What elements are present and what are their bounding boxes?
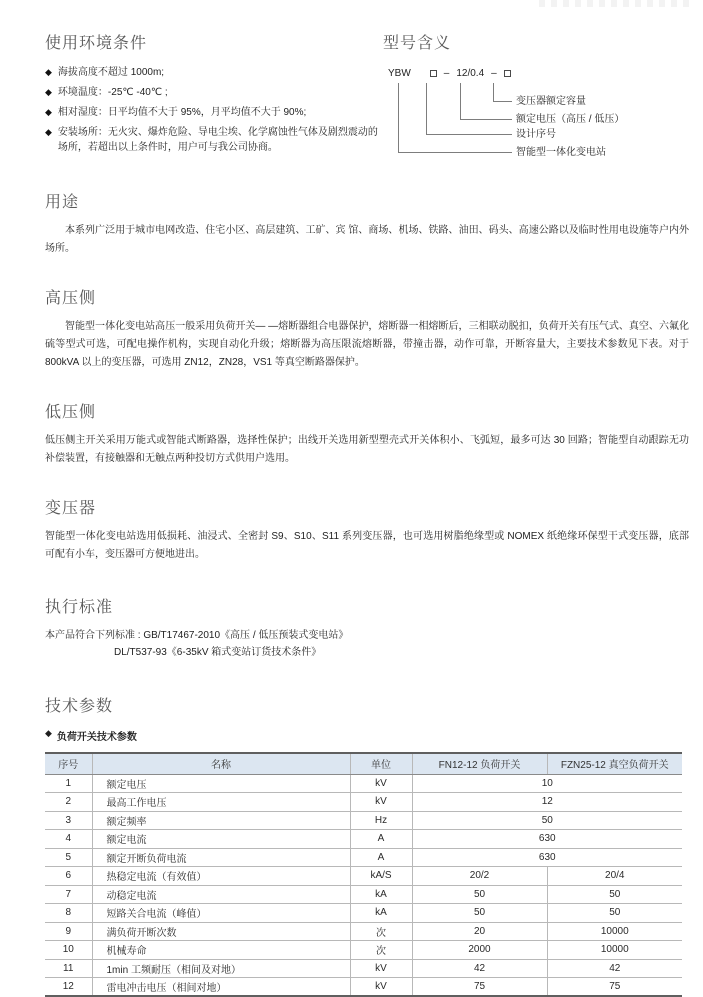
row-merged-value-cell: 12 <box>412 793 682 812</box>
placeholder-box-icon <box>430 70 437 77</box>
row-fn-value-cell: 20 <box>412 922 547 941</box>
lv-side-body: 低压侧主开关采用万能式或智能式断路器，选择性保护；出线开关选用新型塑壳式开关体积小、飞弧短，最多可达 30 回路；智能型自动跟踪无功补偿装置，有接触器和无触点两种投切方式供用户选用。 <box>45 435 689 464</box>
row-name-cell: 额定电流 <box>92 830 350 849</box>
lv-side-section <box>45 399 689 468</box>
table-row <box>45 904 682 923</box>
row-fn-value-cell: 42 <box>412 959 547 978</box>
row-no-cell: 10 <box>45 941 92 960</box>
row-unit-cell: 次 <box>350 922 412 941</box>
table-header-row <box>45 753 682 774</box>
list-item <box>45 65 383 80</box>
column-header: 序号 <box>45 753 92 774</box>
tech-params-section <box>45 693 689 997</box>
section-title-standards: 执行标准 <box>45 599 114 616</box>
row-fzn-value-cell: 20/4 <box>547 867 682 886</box>
row-no-cell: 5 <box>45 848 92 867</box>
table-row <box>45 848 682 867</box>
section-title-tech-params: 技术参数 <box>45 698 114 715</box>
section-title-env: 使用环境条件 <box>45 35 148 52</box>
diagram-label: 额定电压（高压 / 低压） <box>516 114 625 125</box>
section-title-lv: 低压侧 <box>45 404 97 421</box>
row-name-cell: 最高工作电压 <box>92 793 350 812</box>
row-no-cell: 1 <box>45 774 92 793</box>
top-row <box>45 30 689 163</box>
row-no-cell: 4 <box>45 830 92 849</box>
env-conditions-section <box>45 30 383 163</box>
row-unit-cell: kA <box>350 885 412 904</box>
row-name-cell: 短路关合电流（峰值） <box>92 904 350 923</box>
connector-line <box>398 83 512 153</box>
page-content <box>45 30 689 997</box>
row-unit-cell: kA <box>350 904 412 923</box>
table-row <box>45 811 682 830</box>
row-no-cell: 8 <box>45 904 92 923</box>
row-merged-value-cell: 630 <box>412 830 682 849</box>
table-row <box>45 830 682 849</box>
row-no-cell: 2 <box>45 793 92 812</box>
row-name-cell: 热稳定电流（有效值） <box>92 867 350 886</box>
row-unit-cell: kV <box>350 774 412 793</box>
row-unit-cell: 次 <box>350 941 412 960</box>
row-unit-cell: kV <box>350 959 412 978</box>
row-fn-value-cell: 50 <box>412 885 547 904</box>
section-title-hv: 高压侧 <box>45 290 97 307</box>
diagram-label: 设计序号 <box>516 129 556 140</box>
row-fn-value-cell: 2000 <box>412 941 547 960</box>
section-title-transformer: 变压器 <box>45 500 97 517</box>
row-no-cell: 9 <box>45 922 92 941</box>
row-merged-value-cell: 10 <box>412 774 682 793</box>
row-unit-cell: A <box>350 830 412 849</box>
table-body <box>45 774 682 996</box>
row-merged-value-cell: 630 <box>412 848 682 867</box>
row-fzn-value-cell: 10000 <box>547 922 682 941</box>
column-header: FZN25-12 真空负荷开关 <box>547 753 682 774</box>
row-no-cell: 3 <box>45 811 92 830</box>
placeholder-box-icon <box>504 70 511 77</box>
section-title-usage: 用途 <box>45 194 80 211</box>
tech-params-table <box>45 752 682 997</box>
faint-header-artifact <box>539 0 689 7</box>
standards-line: DL/T537-93《6-35kV 箱式变站订货技术条件》 <box>114 647 322 658</box>
row-name-cell: 额定频率 <box>92 811 350 830</box>
hv-side-section <box>45 285 689 372</box>
subtitle-text: 负荷开关技术参数 <box>56 732 137 743</box>
row-name-cell: 机械寿命 <box>92 941 350 960</box>
row-name-cell: 动稳定电流 <box>92 885 350 904</box>
table-row <box>45 959 682 978</box>
row-name-cell: 额定电压 <box>92 774 350 793</box>
row-unit-cell: kA/S <box>350 867 412 886</box>
diamond-bullet-icon: ◆ <box>45 67 52 77</box>
row-fn-value-cell: 75 <box>412 978 547 997</box>
diamond-bullet-icon: ◆ <box>45 127 52 137</box>
row-name-cell: 满负荷开断次数 <box>92 922 350 941</box>
row-fzn-value-cell: 50 <box>547 904 682 923</box>
row-unit-cell: Hz <box>350 811 412 830</box>
column-header: 单位 <box>350 753 412 774</box>
model-designation-section <box>383 30 689 163</box>
row-no-cell: 11 <box>45 959 92 978</box>
row-fzn-value-cell: 50 <box>547 885 682 904</box>
row-fn-value-cell: 20/2 <box>412 867 547 886</box>
env-item-text: 环境温度：-25℃ -40℃ ; <box>57 87 168 98</box>
diamond-bullet-icon: ◆ <box>45 107 52 117</box>
list-item <box>45 125 383 155</box>
tech-params-subtitle <box>45 728 689 743</box>
env-item-text: 安装场所：无火灾、爆炸危险、导电尘埃、化学腐蚀性气体及剧烈震动的场所，若超出以上条件时，用户可与我公司协商。 <box>57 127 378 153</box>
row-fzn-value-cell: 75 <box>547 978 682 997</box>
column-header: 名称 <box>92 753 350 774</box>
row-name-cell: 雷电冲击电压（相间对地） <box>92 978 350 997</box>
table-row <box>45 922 682 941</box>
transformer-section <box>45 495 689 564</box>
dash: – <box>443 67 450 79</box>
table-row <box>45 793 682 812</box>
env-item-text: 海拔高度不超过 1000m; <box>57 67 165 78</box>
diagram-label: 变压器额定容量 <box>516 96 586 107</box>
standards-line: 本产品符合下列标准 : GB/T17467-2010《高压 / 低压预装式变电站》 <box>45 630 349 641</box>
transformer-body: 智能型一体化变电站选用低损耗、油浸式、全密封 S9、S10、S11 系列变压器，也可选用树脂绝缘型或 NOMEX 纸绝缘环保型干式变压器，底部可配有小车，变压器可方便地进出。 <box>45 531 689 560</box>
row-unit-cell: kV <box>350 793 412 812</box>
row-no-cell: 7 <box>45 885 92 904</box>
table-row <box>45 867 682 886</box>
list-item <box>45 85 383 100</box>
dash: – <box>491 67 497 79</box>
row-no-cell: 6 <box>45 867 92 886</box>
diamond-bullet-icon: ◆ <box>45 728 52 738</box>
usage-body: 本系列广泛用于城市电网改造、住宅小区、高层建筑、工矿、宾 馆、商场、机场、铁路、油田、码头、高速公路以及临时性用电设施等户内外场所。 <box>45 225 689 254</box>
model-code-line <box>388 67 511 79</box>
standards-section <box>45 594 689 661</box>
row-merged-value-cell: 50 <box>412 811 682 830</box>
table-row <box>45 941 682 960</box>
row-name-cell: 1min 工频耐压（相间及对地） <box>92 959 350 978</box>
row-fzn-value-cell: 10000 <box>547 941 682 960</box>
standards-lines <box>45 627 689 661</box>
env-conditions-list <box>45 65 383 155</box>
diamond-bullet-icon: ◆ <box>45 87 52 97</box>
column-header: FN12-12 负荷开关 <box>412 753 547 774</box>
hv-side-body: 智能型一体化变电站高压一般采用负荷开关— —熔断器组合电器保护，熔断器一相熔断后，三相联动脱扣，负荷开关有压气式、真空、六氟化硫等型式可选，可配电操作机构，实现自动化升级；熔断器为高压限流熔断器，带撞击器，动作可靠，开断容量大，主要技术参数见下表。对于 800kVA 以上的变压器，可选用 ZN12，ZN28，VS1 等真空断路器保护。 <box>45 321 689 368</box>
table-row <box>45 885 682 904</box>
list-item <box>45 105 383 120</box>
table-row <box>45 774 682 793</box>
row-no-cell: 12 <box>45 978 92 997</box>
diagram-label: 智能型一体化变电站 <box>516 147 606 158</box>
row-unit-cell: kV <box>350 978 412 997</box>
model-designation-diagram <box>383 67 689 163</box>
section-title-model: 型号含义 <box>383 35 452 52</box>
env-item-text: 相对湿度：日平均值不大于 95%，月平均值不大于 90%; <box>57 107 307 118</box>
row-fn-value-cell: 50 <box>412 904 547 923</box>
voltage-code: 12/0.4 <box>456 67 485 79</box>
row-name-cell: 额定开断负荷电流 <box>92 848 350 867</box>
table-row <box>45 978 682 997</box>
model-prefix: YBW <box>388 67 411 79</box>
usage-section <box>45 189 689 258</box>
row-unit-cell: A <box>350 848 412 867</box>
row-fzn-value-cell: 42 <box>547 959 682 978</box>
